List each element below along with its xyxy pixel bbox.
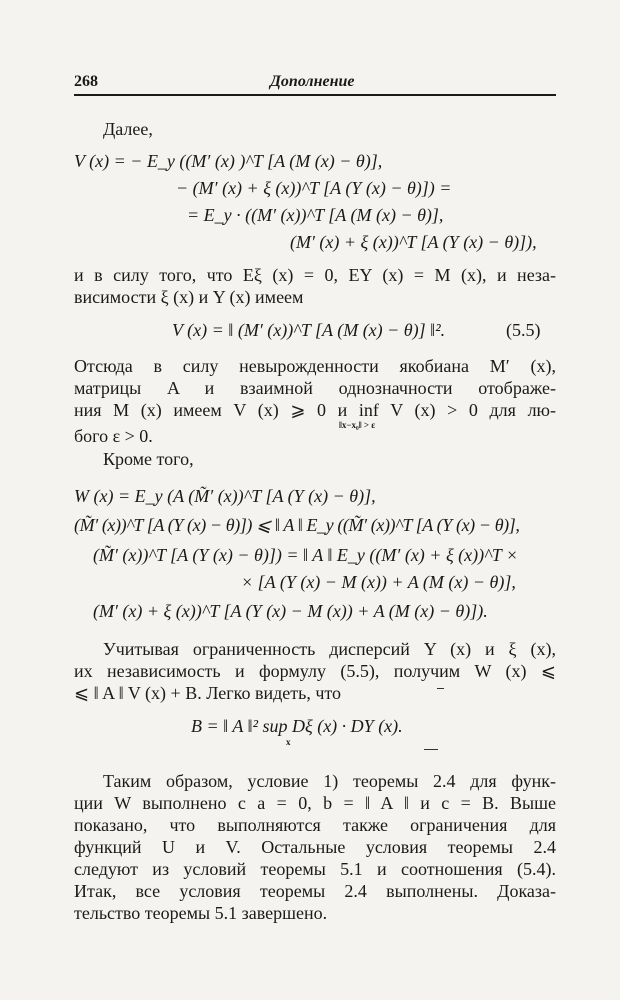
- intro-word: Далее,: [103, 119, 153, 139]
- header-rule: [74, 94, 556, 96]
- print-mark: [437, 688, 444, 689]
- equation-line: B = ‖ A ‖² sup Dξ (x) · DY (x).: [191, 716, 403, 736]
- text-line: функций U и V. Остальные условия теоремы 2.4: [74, 837, 556, 857]
- equation-line: (M̃′ (x))^T [A (Y (x) − θ)]) = ‖ A ‖ E_y ((M′ (x) + ξ (x))^T ×: [93, 545, 519, 565]
- page-header: [74, 73, 556, 95]
- text-line: Кроме того,: [103, 449, 194, 469]
- text-line: следуют из условий теоремы 5.1 и соотношения (5.4).: [74, 859, 556, 879]
- text-line: ции W выполнено с a = 0, b = ‖ A ‖ и c = B. Выше: [74, 793, 556, 813]
- text-line: тельство теоремы 5.1 завершено.: [74, 903, 328, 923]
- equation-line: − (M′ (x) + ξ (x))^T [A (Y (x) − θ)]) =: [176, 178, 452, 198]
- page-number: 268: [74, 73, 98, 90]
- equation-line: × [A (Y (x) − M (x)) + A (M (x) − θ)],: [241, 572, 516, 592]
- equation-line: (M′ (x) + ξ (x))^T [A (Y (x) − M (x)) + A (M (x) − θ)]).: [93, 601, 488, 621]
- text-line: ния M (x) имеем V (x) ⩾ 0 и inf V (x) > 0 для лю-: [74, 400, 556, 420]
- inf-subscript: ‖x−x₀‖ > ε: [339, 420, 376, 430]
- text-line: их независимость и формулу (5.5), получим W (x) ⩽: [74, 661, 556, 681]
- equation-line: (M′ (x) + ξ (x))^T [A (Y (x) − θ)]),: [290, 232, 537, 252]
- equation-line: V (x) = ‖ (M′ (x))^T [A (M (x) − θ)] ‖².: [172, 320, 446, 340]
- text-line: матрицы A и взаимной однозначности отображе-: [74, 378, 556, 398]
- text-line: ⩽ ‖ A ‖ V (x) + B. Легко видеть, что: [74, 683, 342, 703]
- text-line: Учитывая ограниченность дисперсий Y (x) и ξ (x),: [103, 639, 556, 659]
- running-title: Дополнение: [270, 73, 355, 90]
- text-line: висимости ξ (x) и Y (x) имеем: [74, 287, 304, 307]
- equation-line: V (x) = − E_y ((M′ (x) )^T [A (M (x) − θ)],: [74, 151, 383, 171]
- text-line: Итак, все условия теоремы 2.4 выполнены. Доказа-: [74, 881, 556, 901]
- text-line: Отсюда в силу невырожденности якобиана M′ (x),: [74, 356, 556, 376]
- print-mark: [424, 749, 438, 750]
- equation-line: = E_y · ((M′ (x))^T [A (M (x) − θ)],: [187, 205, 444, 225]
- text-line: бого ε > 0.: [74, 426, 153, 446]
- text-line: и в силу того, что Eξ (x) = 0, EY (x) = M (x), и неза-: [74, 265, 556, 285]
- sup-subscript: x: [286, 737, 291, 747]
- equation-line: W (x) = E_y (A (M̃′ (x))^T [A (Y (x) − θ)],: [74, 486, 376, 506]
- equation-line: (M̃′ (x))^T [A (Y (x) − θ)]) ⩽ ‖ A ‖ E_y ((M̃′ (x))^T [A (Y (x) − θ)],: [74, 515, 520, 535]
- text-line: Таким образом, условие 1) теоремы 2.4 для функ-: [103, 771, 556, 791]
- text-line: показано, что выполняются также ограничения для: [74, 815, 556, 835]
- equation-number: (5.5): [506, 320, 541, 340]
